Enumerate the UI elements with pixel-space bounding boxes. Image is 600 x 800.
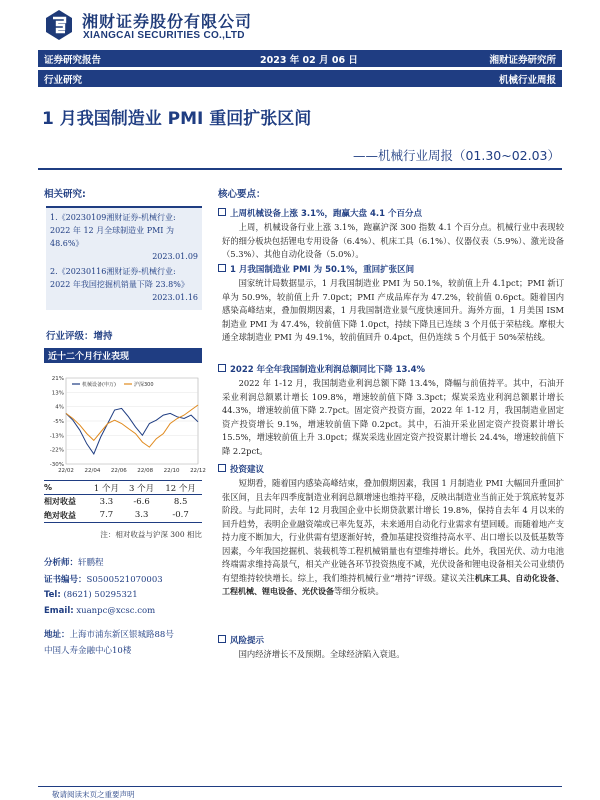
performance-chart (44, 366, 206, 478)
section-heading: 风险提示 (218, 634, 264, 646)
company-name-cn: 湘财证券股份有限公司 (82, 12, 253, 31)
tel-line: Tel: (8621) 50295321 (44, 590, 138, 600)
analyst-line: 分析师：轩鹏程 (44, 558, 104, 568)
email-line: Email: xuanpc@xcsc.com (44, 606, 156, 616)
cert-number: S0500521070003 (86, 575, 163, 585)
related-item[interactable]: 2.《20230116湘财证券-机械行业: 2022 年我国挖掘机销量下降 23.8%》 2023.01.16 (50, 267, 198, 302)
key-points-heading: 核心要点： (218, 189, 266, 200)
related-heading: 相关研究: (44, 189, 86, 200)
legend-label: 沪深300 (134, 382, 154, 388)
y-tick-label: 21% (51, 376, 64, 382)
y-tick-label: 13% (51, 390, 64, 397)
y-tick-label: -13% (49, 433, 64, 440)
section-body: 国内经济增长不及预期。全球经济陷入衰退。 (238, 649, 405, 659)
page-subtitle: ——机械行业周报（01.30~02.03） (352, 148, 560, 163)
report-type: 证券研究报告 (44, 55, 102, 66)
performance-title: 近十二个月行业表现 (44, 348, 202, 363)
y-tick-label: -5% (53, 419, 64, 425)
section-body: 国家统计局数据显示，1 月我国制造业 PMI 为 50.1%，较前值上升 4.1pct；PMI 新订单为 50.9%，较前值上升 7.0pct；PMI 产成品库存为 47.2%，较前值 0.6pct。随着国内感染高峰结束，叠加假期因素，1 月我国制造业景气度快速回升。海外方面，1 月美国 ISM 制造业 PMI 为 47.4%，较前值下降 1.0pct，持续下降且已连续 3 个月低于荣枯线。摩根大通全球制造业 PMI 为 49.1%，较前值回升 0.4pct，但仍连续 5 个月低于 50%荣枯线。 (222, 278, 564, 342)
footer-disclaimer: 敬请阅读末页之重要声明 (52, 790, 135, 799)
company-logo (42, 6, 282, 44)
header-band-top (38, 50, 562, 67)
y-tick-label: -22% (49, 447, 64, 454)
report-series: 机械行业周报 (498, 75, 556, 86)
cert-line: 证书编号：S0500521070003 (44, 575, 163, 585)
section-heading: 1 月我国制造业 PMI 为 50.1%，重回扩张区间 (218, 263, 414, 275)
title-divider (38, 168, 562, 170)
table-row: 相对收益 3.3 -6.6 8.5 (44, 496, 188, 507)
section-heading: 投资建议 (218, 463, 264, 475)
address-line: 地址：上海市浦东新区银城路88号 (44, 630, 174, 640)
tel-number: (8621) 50295321 (63, 590, 138, 600)
legend-label: 机械设备(申万) (82, 382, 116, 388)
x-tick-label: 22/10 (163, 468, 180, 474)
header-band-bottom (38, 70, 562, 87)
sidebar (44, 186, 204, 200)
industry-rating: 行业评级：增持 (46, 331, 113, 342)
section-body: 2022 年 1-12 月，我国制造业利润总额下降 13.4%，降幅与前值持平。其中，石油开采业利润总额累计增长 109.8%，增速较前值下降 3.3pct；煤炭采选业利润总额累计增长 44.3%，增速较前值下降 2.7pct。固定资产投资方面，2022 年 1-12 月，我国制造业固定资产投资增长 9.1%，增速较前值下降 0.2pct。其中，石油开采业固定资产投资累计增长 15.5%，增速较前值上升 3.0pct；煤炭采选业固定资产投资累计增长 24.4%，增速较前值下降 2.2pct。 (222, 378, 564, 456)
x-tick-label: 22/06 (110, 468, 127, 474)
address-line-2: 中国人寿金融中心10楼 (44, 646, 132, 656)
company-name-en: XIANGCAI SECURITIES CO.,LTD (83, 30, 245, 41)
section-body: 上周，机械设备行业上涨 3.1%，跑赢沪深 300 指数 4.1 个百分点。机械行业中表现较好的细分板块包括锂电专用设备（6.4%）、机床工具（6.1%）、仪器仪表（5.9%）、激光设备（5.3%）、其他自动化设备（5.0%）。 (222, 222, 564, 259)
report-category: 行业研究 (44, 75, 83, 86)
page-title: 1 月我国制造业 PMI 重回扩张区间 (42, 109, 312, 129)
footer-divider (38, 786, 562, 787)
y-tick-label: -30% (49, 462, 64, 468)
report-date: 2023 年 02 月 06 日 (260, 55, 358, 66)
y-tick-label: 4% (55, 404, 64, 411)
institute-name: 湘财证券研究所 (489, 55, 556, 66)
main-content (218, 186, 564, 200)
x-tick-label: 22/02 (58, 468, 74, 474)
section-heading: 上周机械设备上涨 3.1%，跑赢大盘 4.1 个百分点 (218, 207, 422, 219)
table-note: 注：相对收益与沪深 300 相比 (100, 530, 202, 539)
table-row: 绝对收益 7.7 3.3 -0.7 (44, 509, 202, 523)
x-tick-label: 22/08 (137, 468, 154, 474)
related-research-box (46, 206, 202, 310)
related-item[interactable]: 1.《20230109湘财证券-机械行业: 2022 年 12 月全球制造业 PMI 为 48.6%》 2023.01.09 (50, 213, 198, 261)
analyst-name: 轩鹏程 (78, 558, 104, 568)
performance-table (44, 480, 202, 523)
table-header-row: % 1 个月 3 个月 12 个月 (44, 481, 202, 495)
section-heading: 2022 年全年我国制造业利润总额同比下降 13.4% (218, 363, 425, 375)
x-tick-label: 22/04 (84, 468, 101, 474)
logo-mark-icon (42, 8, 76, 42)
email-link[interactable]: xuanpc@xcsc.com (76, 606, 156, 616)
x-tick-label: 22/12 (190, 468, 206, 474)
section-body: 短期看，随着国内感染高峰结束，叠加假期因素，我国 1 月制造业 PMI 大幅回升重回扩张区间，且去年四季度制造业利润总额增速也维持平稳，反映出制造业当前正处于筑底转复苏阶段。与此同时，去年 12 月我国企业中长期贷款累计增长 19.8%，保持自去年 4 月以来的回升趋势，表明企业融资端或已率先复苏，未来通用自动化行业需求有望回暖。而随着地产支持力度不断加大，行业供需有望逐渐好转，叠加基建投资维持高水平、出口增长以及低基数等因素，今年我国挖掘机、装载机等工程机械销量也有望维持增长。此外，我国光伏、动力电池终端需求维持高景气，相关产业链各环节投资热度不减，光伏设备和锂电设备相关公司业绩仍有望维持较快增长。综上，我们维持机械行业“增持”评级。建议关注机床工具、自动化设备、工程机械、锂电设备、光伏设备等细分板块。 (222, 478, 564, 596)
